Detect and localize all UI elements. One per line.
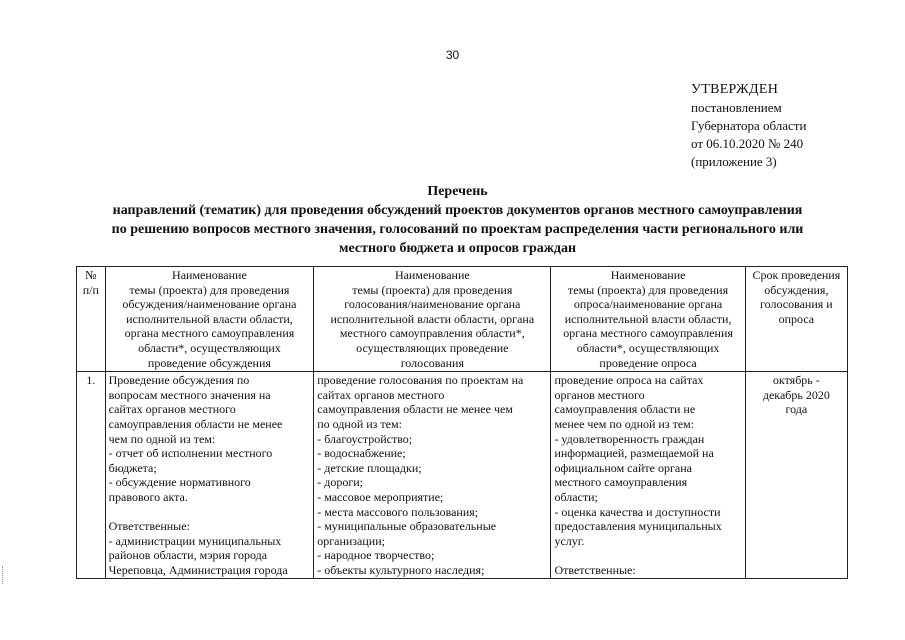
row-number: 1. <box>77 372 106 579</box>
text-line: № <box>85 268 97 282</box>
text-line: местного самоуправления <box>554 475 688 490</box>
text-line: Срок проведения <box>752 268 841 282</box>
text-line: голосования и <box>760 297 833 312</box>
text-line: проведение опроса <box>599 355 697 370</box>
table-header-row <box>77 267 848 372</box>
document-subtitle-line: местного бюджета и опросов граждан <box>338 241 577 256</box>
text-line: декабрь 2020 <box>762 387 830 402</box>
cell-deadline <box>745 372 847 579</box>
text-line: - оценка качества и доступности <box>554 504 721 519</box>
cell-survey <box>551 372 745 579</box>
text-line: - администрации муниципальных <box>108 533 282 548</box>
text-line: сайтах органов местного <box>108 402 236 417</box>
scan-edge-mark <box>2 566 7 584</box>
table-row <box>77 372 848 579</box>
text-line: Ответственные: <box>554 562 636 577</box>
text-line: самоуправления области не <box>554 402 696 417</box>
text-line: вопросам местного значения на <box>108 387 271 402</box>
text-line: Наименование <box>394 268 470 282</box>
text-line: - детские площадки; <box>317 460 422 475</box>
document-subtitle-line: направлений (тематик) для проведения обсуждений проектов документов органов местного самоуправления <box>112 203 803 218</box>
text-line: - массовое мероприятие; <box>317 489 444 504</box>
text-line: Наименование <box>610 268 686 282</box>
text-line: официальном сайте органа <box>554 460 692 475</box>
header-voting <box>314 267 551 372</box>
header-number <box>77 267 106 372</box>
text-line: - водоснабжение; <box>317 446 406 461</box>
header-survey <box>551 267 745 372</box>
cell-voting <box>314 372 551 579</box>
text-line: голосования/наименование органа <box>344 297 521 312</box>
header-discussion <box>105 267 314 372</box>
text-line: осуществляющих проведение <box>356 340 509 355</box>
text-line: организации; <box>317 533 385 548</box>
text-line: опроса/наименование органа <box>573 297 723 312</box>
text-line: исполнительной власти области, органа <box>330 311 535 326</box>
text-line: темы (проекта) для проведения <box>129 282 290 297</box>
cell-discussion <box>105 372 314 579</box>
text-line: информацией, размещаемой на <box>554 446 714 461</box>
document-subtitle-line: по решению вопросов местного значения, голосований по проектам распределения части регионального или <box>111 222 804 237</box>
text-line: - объекты культурного наследия; <box>317 562 485 577</box>
text-line: темы (проекта) для проведения <box>568 282 729 297</box>
text-line: Проведение обсуждения по <box>108 373 250 388</box>
text-line: услуг. <box>554 533 585 548</box>
text-line: области; <box>554 489 598 504</box>
text-line: сайтах органов местного <box>317 387 445 402</box>
text-line: Череповца, Администрация города <box>108 562 288 577</box>
text-line: Наименование <box>172 268 247 282</box>
text-line: года <box>785 402 808 417</box>
text-line: правового акта. <box>108 489 188 504</box>
text-line: темы (проекта) для проведения <box>352 282 513 297</box>
text-line: местного самоуправления области*, <box>339 326 525 341</box>
text-line: обсуждения, <box>764 282 829 297</box>
text-line: - народное творчество; <box>317 548 435 563</box>
text-line: - благоустройство; <box>317 431 413 446</box>
text-line: предоставления муниципальных <box>554 519 722 534</box>
text-line: по одной из тем: <box>317 416 402 431</box>
text-line: чем по одной из тем: <box>108 431 216 446</box>
text-line: менее чем по одной из тем: <box>554 416 695 431</box>
text-line: исполнительной власти области, <box>126 311 293 326</box>
text-line: октябрь - <box>772 373 820 388</box>
document-title: Перечень <box>427 184 488 199</box>
approval-title: УТВЕРЖДЕН <box>691 82 779 97</box>
text-line: - отчет об исполнении местного <box>108 446 273 461</box>
text-line: органа местного самоуправления <box>124 326 295 341</box>
text-line: районов области, мэрия города <box>108 548 268 563</box>
text-line: обсуждения/наименование органа <box>122 297 297 312</box>
text-line: проведение голосования по проектам на <box>317 373 524 388</box>
text-line: самоуправления области не менее чем <box>317 402 513 417</box>
approval-line: Губернатора области <box>691 118 807 133</box>
text-line: голосования <box>400 355 464 370</box>
text-line: органа местного самоуправления <box>563 326 733 341</box>
approval-attachment: (приложение 3) <box>691 154 777 169</box>
text-line: исполнительной власти области, <box>564 311 732 326</box>
text-line: - муниципальные образовательные <box>317 519 497 534</box>
page-number: 30 <box>445 48 460 62</box>
text-line: области*, осуществляющих <box>576 340 720 355</box>
header-deadline <box>745 267 847 372</box>
text-line: самоуправления области не менее <box>108 416 283 431</box>
blank-line <box>554 548 741 563</box>
text-line: органов местного <box>554 387 645 402</box>
text-line: бюджета; <box>108 460 157 475</box>
text-line: - места массового пользования; <box>317 504 479 519</box>
text-line: опроса <box>778 311 815 326</box>
text-line: проведение опроса на сайтах <box>554 373 704 388</box>
text-line: п/п <box>82 282 99 297</box>
topics-table <box>76 266 848 579</box>
text-line: - дороги; <box>317 475 363 490</box>
blank-line <box>109 505 311 520</box>
approval-line: постановлением <box>691 100 782 115</box>
text-line: области*, осуществляющих <box>138 340 281 355</box>
text-line: - обсуждение нормативного <box>108 475 251 490</box>
text-line: Ответственные: <box>108 519 190 534</box>
text-line: проведение обсуждения <box>147 355 271 370</box>
approval-date: от 06.10.2020 № 240 <box>691 136 804 151</box>
text-line: - удовлетворенность граждан <box>554 431 705 446</box>
document-heading <box>60 182 855 258</box>
approval-stamp <box>691 81 891 171</box>
